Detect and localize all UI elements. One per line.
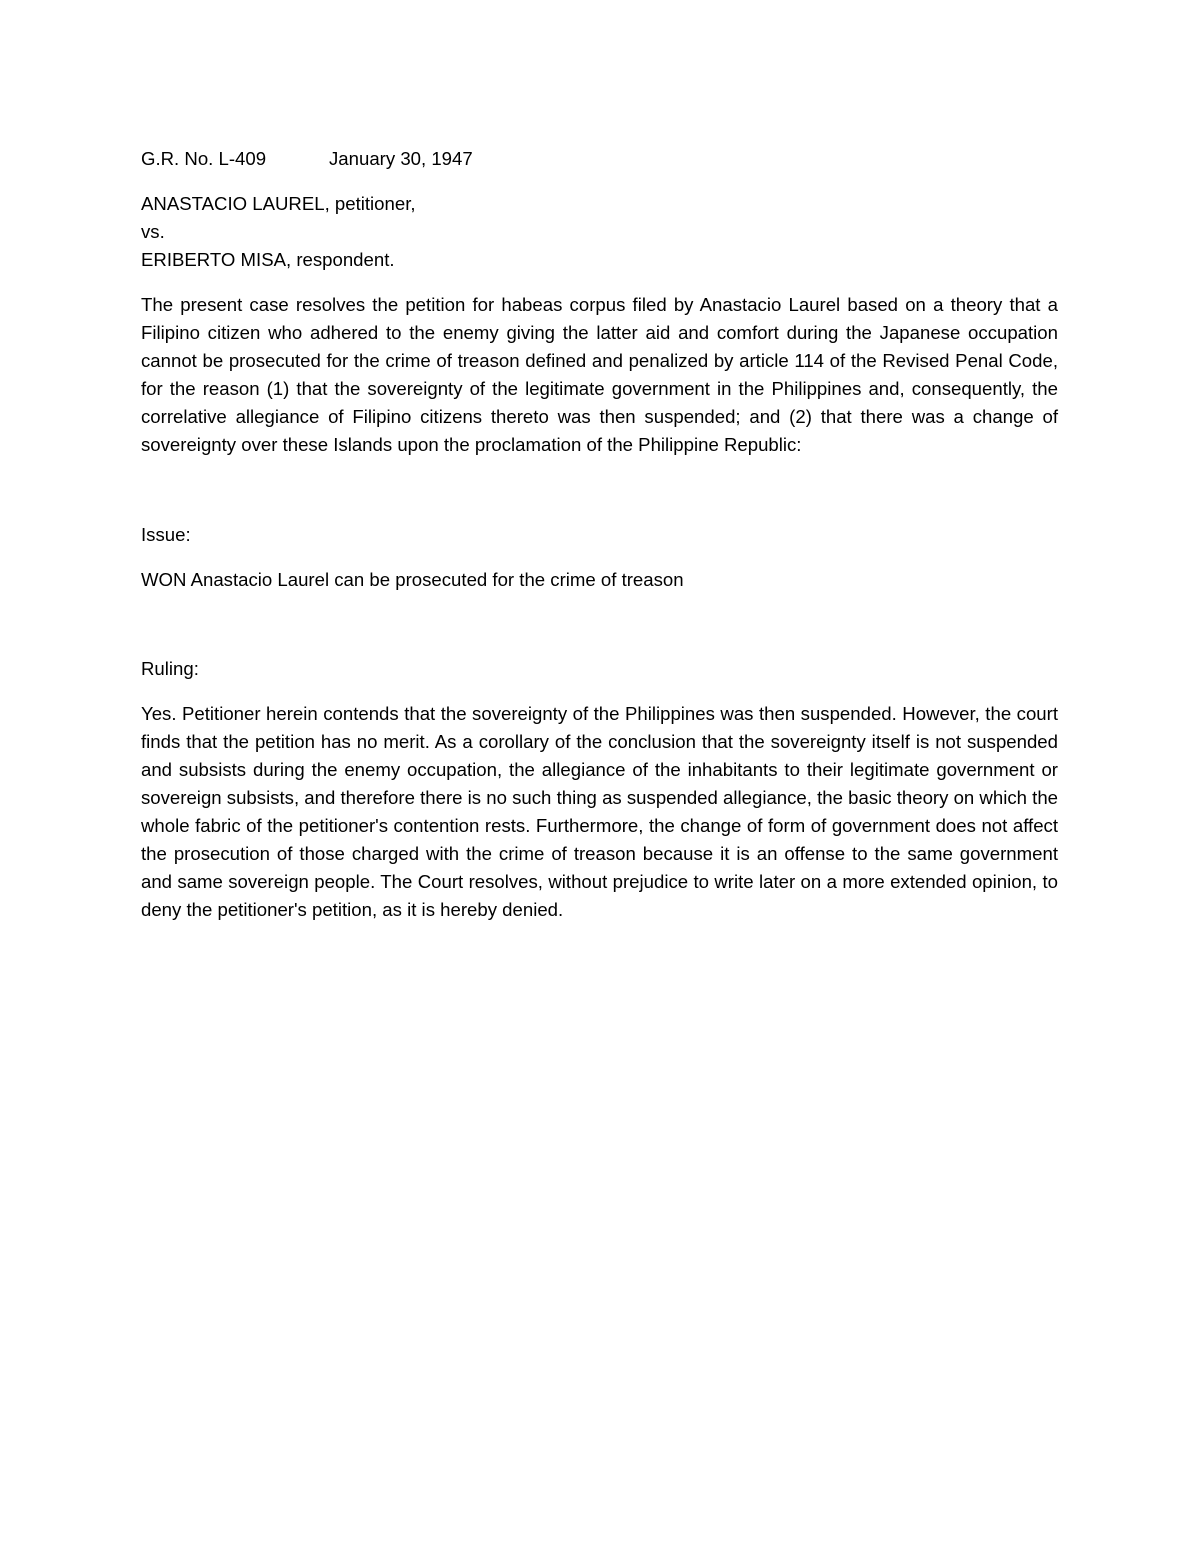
issue-paragraph: WON Anastacio Laurel can be prosecuted for the crime of treason	[141, 569, 684, 590]
facts-paragraph: The present case resolves the petition for habeas corpus filed by Anastacio Laurel based on a theory that a Filipino citizen who adhered to the enemy giving the latter aid and comfort during the Japanese occupation cannot be prosecuted for the crime of treason defined and penalized by article 114 of the Revised Penal Code, for the reason (1) that the sovereignty of the legitimate government in the Philippines and, consequently, the correlative allegiance of Filipino citizens thereto was then suspended; and (2) that there was a change of sovereignty over these Islands upon the proclamation of the Philippine Republic:	[141, 294, 1058, 455]
case-parties	[141, 190, 1058, 274]
document-body	[141, 145, 1058, 924]
issue-heading: Issue:	[141, 524, 191, 545]
spacer	[141, 549, 1058, 566]
case-header	[141, 145, 1058, 173]
ruling-heading: Ruling:	[141, 658, 199, 679]
case-number: G.R. No. L-409	[141, 148, 267, 169]
petitioner-line: ANASTACIO LAUREL, petitioner,	[141, 193, 416, 214]
spacer	[141, 594, 1058, 655]
respondent-line: ERIBERTO MISA, respondent.	[141, 249, 395, 270]
case-date: January 30, 1947	[329, 148, 473, 169]
ruling-paragraph: Yes. Petitioner herein contends that the sovereignty of the Philippines was then suspended. However, the court finds that the petition has no merit. As a corollary of the conclusion that the sovereignty itself is not suspended and subsists during the enemy occupation, the allegiance of the inhabitants to their legitimate government or sovereign subsists, and therefore there is no such thing as suspended allegiance, the basic theory on which the whole fabric of the petitioner's contention rests. Furthermore, the change of form of government does not affect the prosecution of those charged with the crime of treason because it is an offense to the same government and same sovereign people. The Court resolves, without prejudice to write later on a more extended opinion, to deny the petitioner's petition, as it is hereby denied.	[141, 703, 1058, 920]
versus-line: vs.	[141, 221, 165, 242]
spacer	[141, 683, 1058, 700]
spacer	[141, 459, 1058, 521]
